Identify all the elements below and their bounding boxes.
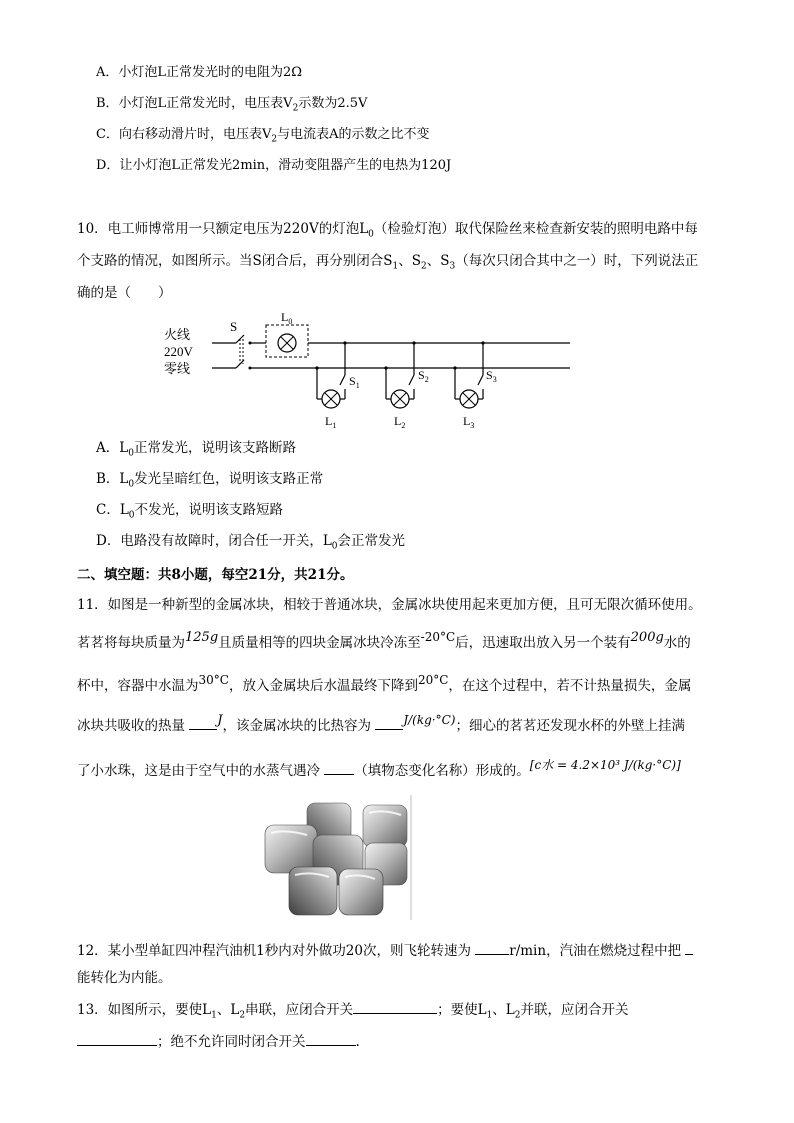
q10-option-d: D．电路没有故障时，闭合任一开关，$L_0$会正常发光 xyxy=(96,533,406,552)
main-switch-icon xyxy=(236,335,252,370)
q11-blank-heat[interactable] xyxy=(189,715,217,730)
q10-option-b: B．$L_0$发光呈暗红色，说明该支路正常 xyxy=(96,471,324,490)
q12-line1: 12．某小型单缸四冲程汽油机1秒内对外做功20次，则飞轮转速为 r/min，汽油在燃烧过程中把 xyxy=(77,940,693,962)
q13-blank-series[interactable] xyxy=(353,999,437,1014)
neutral-wire-label: 零线 xyxy=(164,361,191,376)
svg-text:S2: $S_2$ xyxy=(418,368,429,384)
q11-line3: 杯中，容器中水温为30°C，放入金属块后水温最终下降到20°C，在这个过程中，若不计热量损失，金属 xyxy=(77,673,692,694)
voltage-label: 220V xyxy=(164,344,193,359)
svg-text:S1: $S_1$ xyxy=(349,374,360,390)
q12-line2: 能转化为内能。 xyxy=(77,970,172,986)
lamp-l3-icon xyxy=(460,390,478,408)
branch-1 xyxy=(315,341,359,430)
q11-line5: 了小水珠，这是由于空气中的水蒸气遇冷 （填物态变化名称）形成的。[c水 = 4.2×10³ J/(kg·°C)] xyxy=(77,758,681,779)
q13-line2: ；绝不允许同时闭合开关 . xyxy=(77,1031,360,1053)
section-heading-fill-blank: 二、填空题：共8小题，每空21分，共21分。 xyxy=(77,567,354,583)
branch-2 xyxy=(384,341,428,430)
q10-stem-line1: 10．电工师博常用一只额定电压为220V的灯泡$L_0$（检验灯泡）取代保险丝来检查新安装的照明电路中每 xyxy=(77,221,698,240)
metal-ice-cubes-image xyxy=(255,795,415,923)
q11-line1: 11．如图是一种新型的金属冰块，相较于普通冰块，金属冰块使用起来更加方便，且可无限次循环使用。 xyxy=(77,597,702,613)
main-switch-label: S xyxy=(230,319,238,334)
q12-blank-rpm[interactable] xyxy=(475,940,509,955)
q12-blank-energy[interactable] xyxy=(685,940,693,955)
lamp-l2-icon xyxy=(391,390,409,408)
q11-blank-specific-heat[interactable] xyxy=(375,715,403,730)
svg-text:L2: $L_2$ xyxy=(394,414,406,430)
q9-option-a: A．小灯泡L正常发光时的电阻为2Ω xyxy=(96,65,303,80)
svg-text:L0: $L_0$ xyxy=(281,310,293,326)
q9-option-d: D．让小灯泡L正常发光2min，滑动变阻器产生的电热为120J xyxy=(96,158,452,173)
q10-stem-line2: 个支路的情况，如图所示。当S闭合后，再分别闭合$S_1$、$S_2$、$S_3$（每次只闭合其中之一）时，下列说法正 xyxy=(77,253,699,272)
svg-text:L1: $L_1$ xyxy=(325,414,337,430)
lamp-l1-icon xyxy=(322,390,340,408)
q13-blank-forbidden[interactable] xyxy=(306,1031,356,1046)
q11-line4: 冰块共吸收的热量 J，该金属冰块的比热容为 J/(kg·°C)；细心的茗茗还发现水杯的外壁上挂满 xyxy=(77,713,685,734)
branch-3 xyxy=(453,341,496,430)
q10-circuit-diagram xyxy=(150,305,590,435)
lamp-l0-icon xyxy=(278,334,296,352)
q10-option-c: C．$L_0$不发光，说明该支路短路 xyxy=(96,502,284,521)
q10-stem-line3: 确的是（ ） xyxy=(77,285,172,301)
live-wire-label: 火线 xyxy=(164,327,191,342)
q11-blank-phase-change[interactable] xyxy=(324,760,354,775)
q9-option-c: C．向右移动滑片时，电压表$V_2$与电流表A的示数之比不变 xyxy=(96,127,430,145)
svg-text:S3: $S_3$ xyxy=(486,368,497,384)
q9-option-b: B．小灯泡L正常发光时，电压表$V_2$示数为2.5V xyxy=(96,96,368,114)
q11-line2: 茗茗将每块质量为125g且质量相等的四块金属冰块冷冻至-20°C后，迅速取出放入另一个装有200g水的 xyxy=(77,630,691,651)
q13-blank-parallel[interactable] xyxy=(77,1031,157,1046)
q10-option-a: A．$L_0$正常发光，说明该支路断路 xyxy=(96,440,296,459)
svg-text:L3: $L_3$ xyxy=(463,414,475,430)
q13-line1: 13．如图所示，要使$L_1$、$L_2$串联，应闭合开关 ；要使$L_1$、$L_2$并联，应闭合开关 xyxy=(77,999,629,1027)
